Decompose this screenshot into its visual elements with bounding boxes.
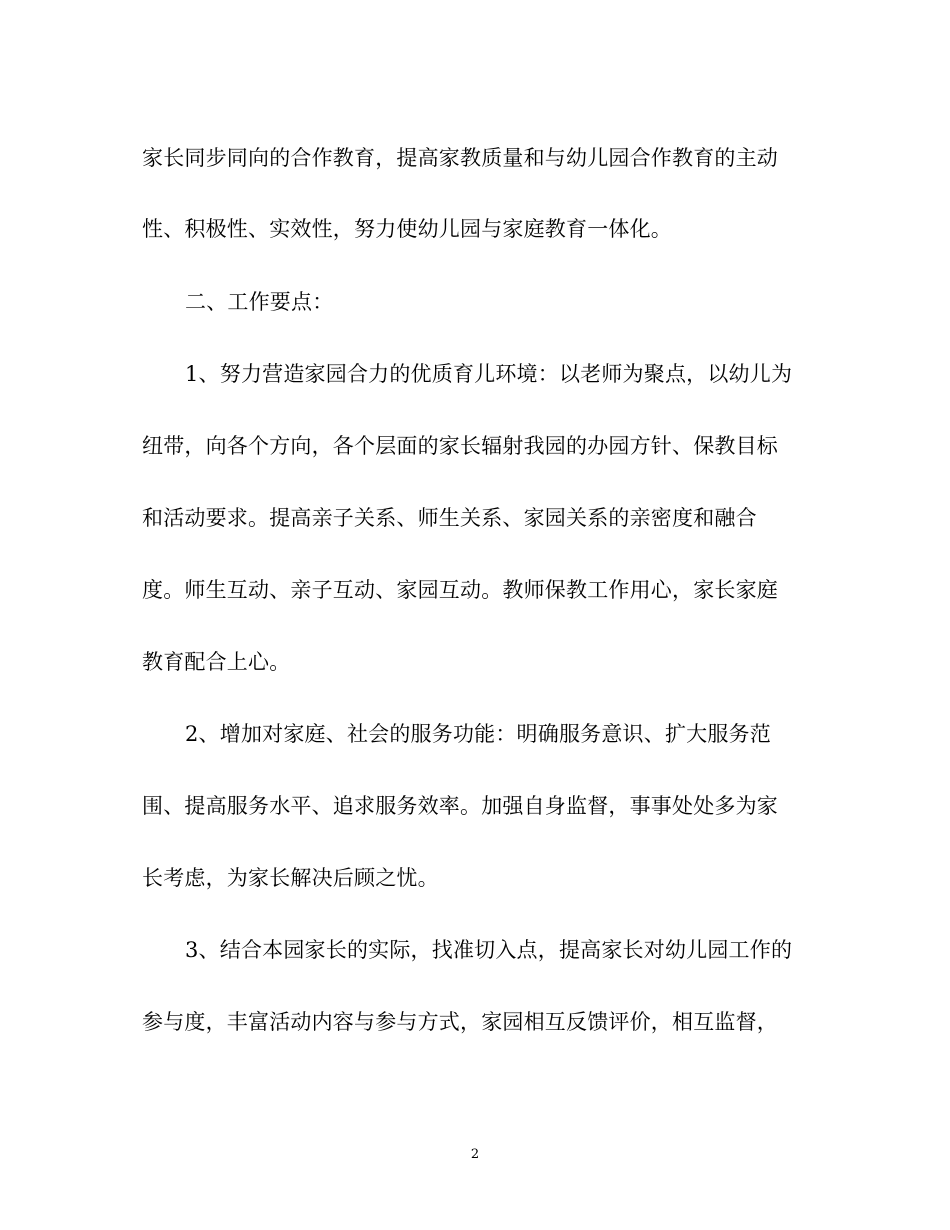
text-line-8: 教育配合上心。 <box>142 650 291 674</box>
text-line-13: 参与度，丰富活动内容与参与方式，家园相互反馈评价，相互监督， <box>142 1010 778 1034</box>
text-line-10: 围、提高服务水平、追求服务效率。加强自身监督，事事处处多为家 <box>142 794 778 818</box>
text-line-9: 2、增加对家庭、社会的服务功能：明确服务意识、扩大服务范 <box>185 722 771 746</box>
text-line-1: 家长同步同向的合作教育，提高家教质量和与幼儿园合作教育的主动 <box>142 146 778 170</box>
page-number: 2 <box>470 1147 480 1162</box>
text-line-11: 长考虑，为家长解决后顾之忧。 <box>142 866 439 890</box>
section-heading: 二、工作要点： <box>185 290 334 314</box>
text-line-12: 3、结合本园家长的实际，找准切入点，提高家长对幼儿园工作的 <box>185 938 793 962</box>
text-line-5: 纽带，向各个方向，各个层面的家长辐射我园的办园方针、保教目标 <box>142 434 778 458</box>
text-line-4: 1、努力营造家园合力的优质育儿环境：以老师为聚点，以幼儿为 <box>185 362 793 386</box>
text-line-2: 性、积极性、实效性，努力使幼儿园与家庭教育一体化。 <box>142 217 672 241</box>
text-line-6: 和活动要求。提高亲子关系、师生关系、家园关系的亲密度和融合 <box>142 506 757 530</box>
text-line-7: 度。师生互动、亲子互动、家园互动。教师保教工作用心，家长家庭 <box>142 578 778 602</box>
